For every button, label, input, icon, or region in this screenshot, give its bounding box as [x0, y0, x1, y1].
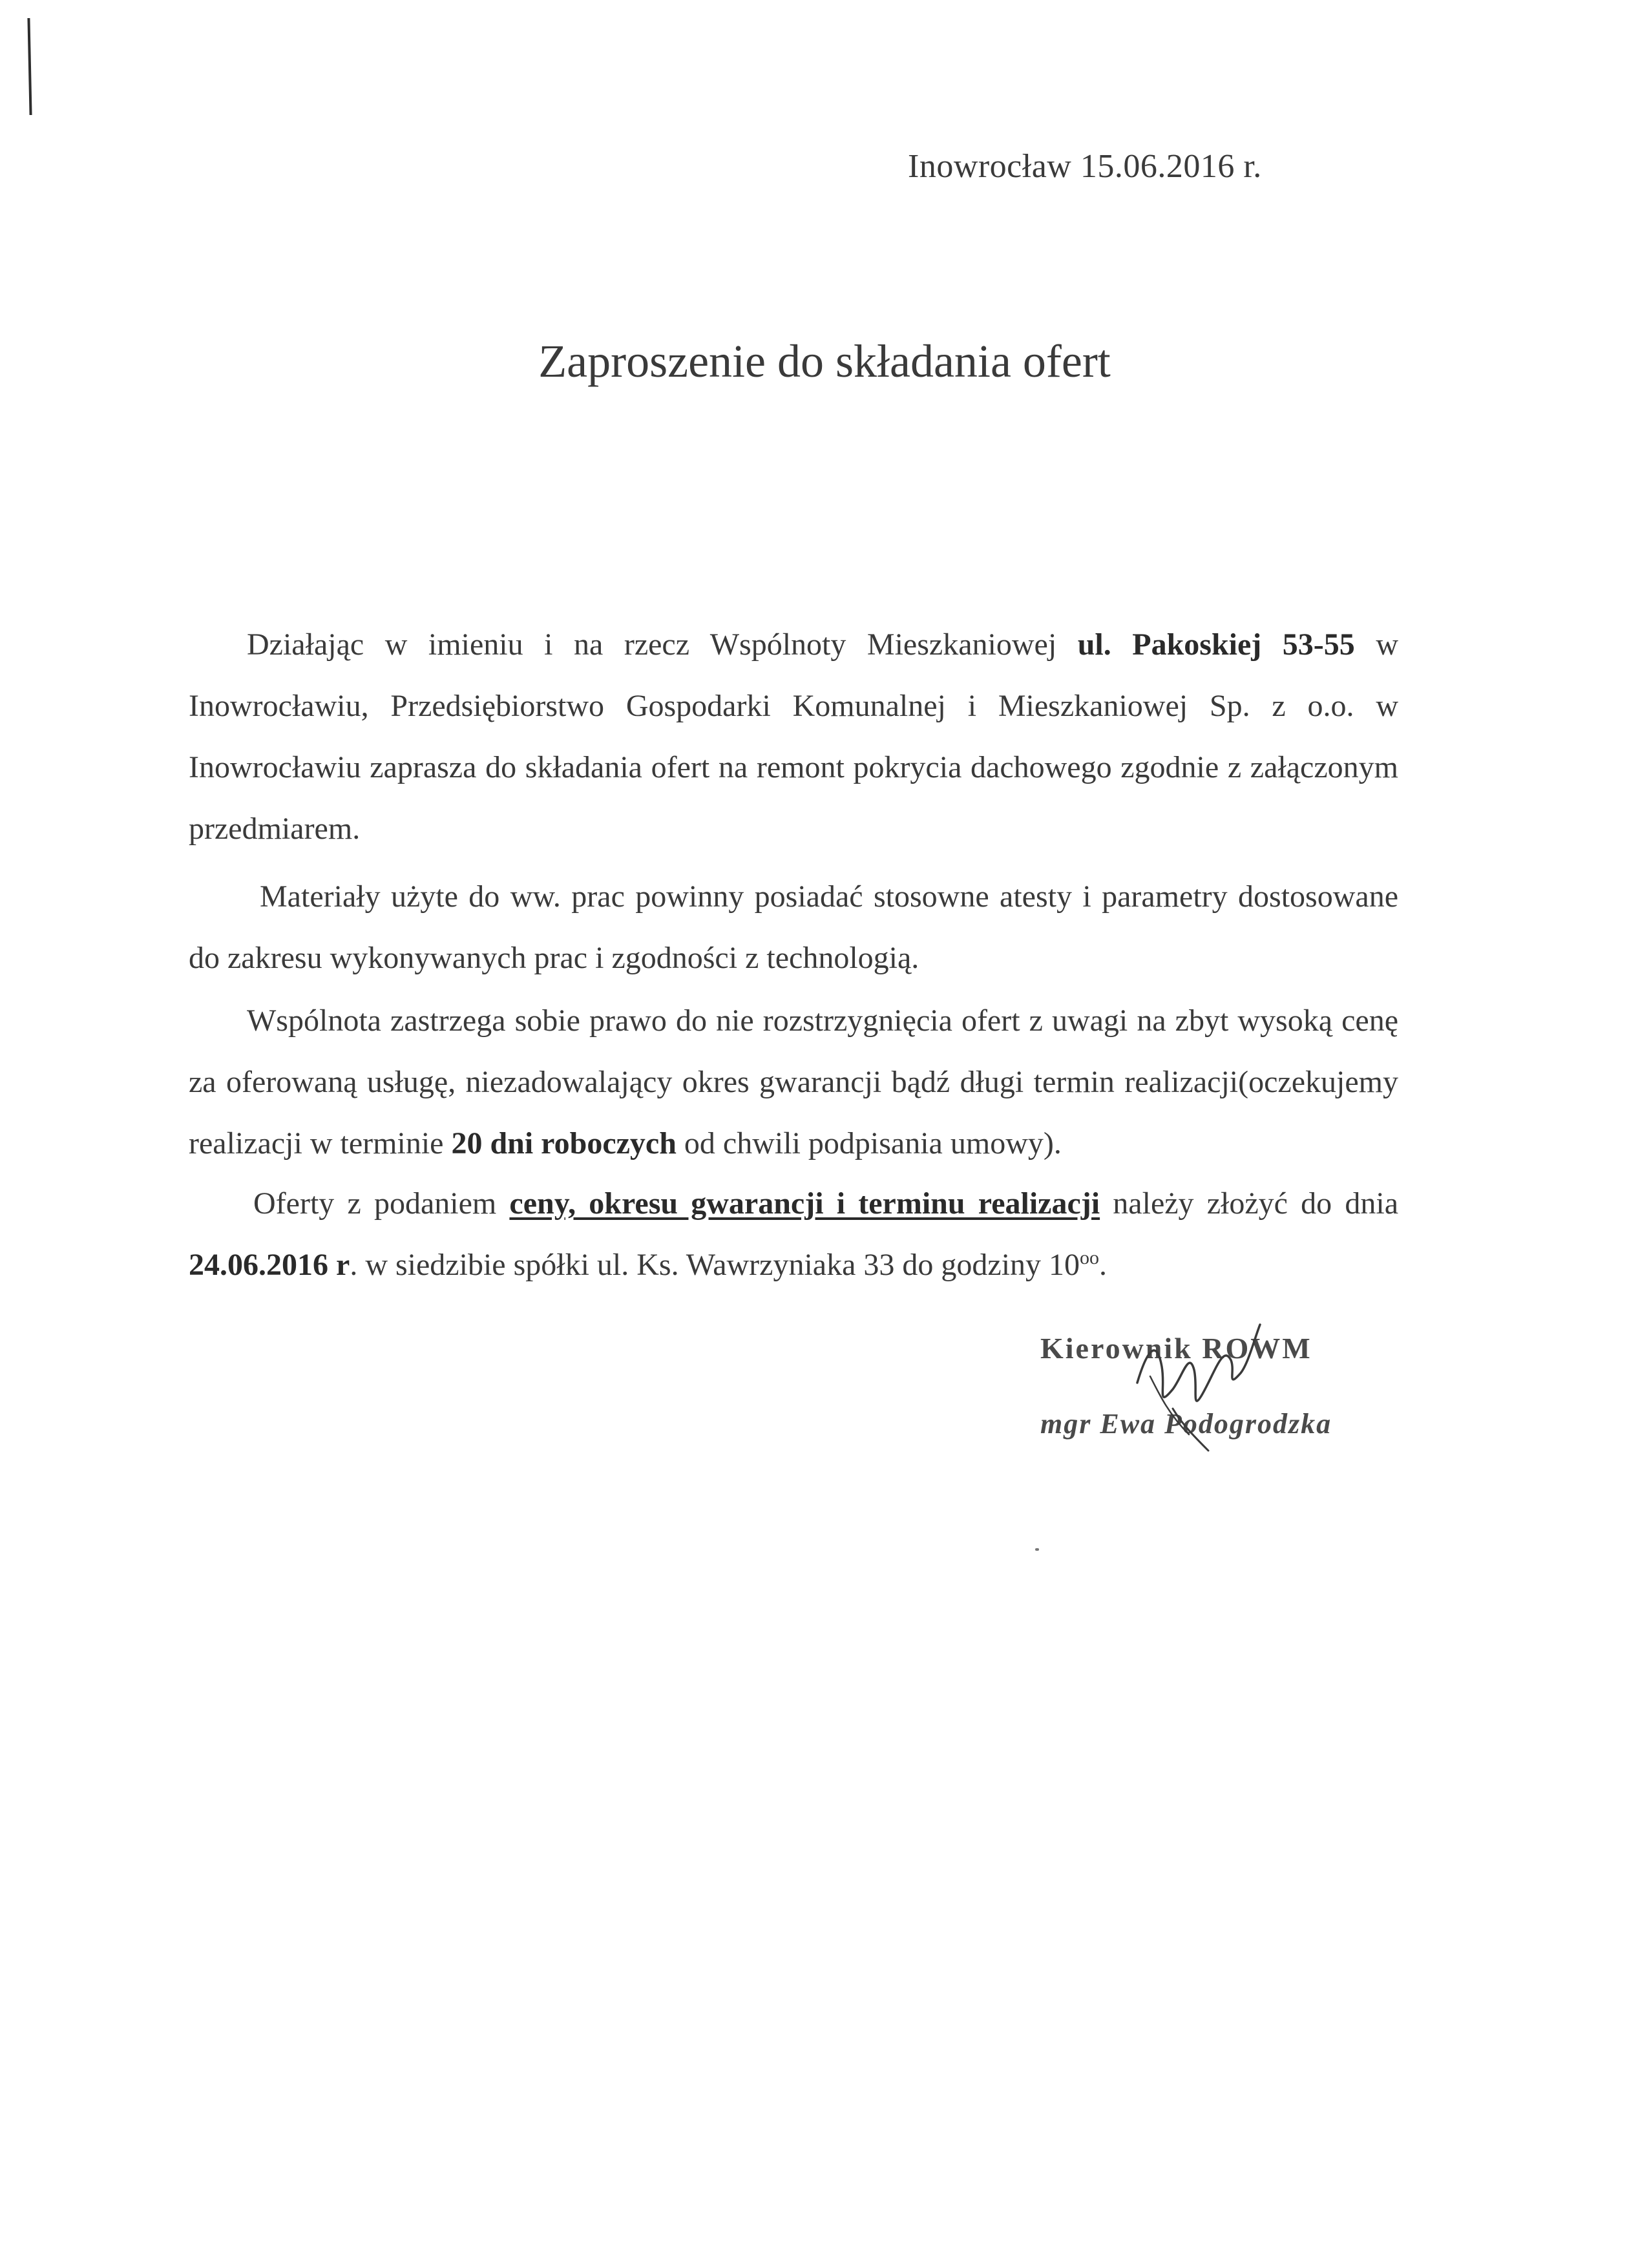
- paragraph-3: [189, 990, 1398, 1174]
- paragraph-4-text-d: .: [1099, 1248, 1108, 1282]
- paragraph-3-text-a: Wspólnota zastrzega sobie prawo do nie rozstrzygnięcia ofert z uwagi na zbyt wysoką cenę za oferowaną usługę, niezadowalający okres gwarancji bądź długi termin realizacji(oczekujemy realizacji w terminie: [189, 1003, 1398, 1160]
- paragraph-3-deadline-days: 20 dni roboczych: [451, 1126, 677, 1160]
- scan-speck: [1035, 1548, 1039, 1551]
- handwritten-signature: [1111, 1312, 1279, 1460]
- paragraph-4-text-b: należy złożyć do dnia: [1100, 1186, 1398, 1221]
- paragraph-2: [189, 866, 1398, 989]
- paragraph-1: [189, 614, 1398, 859]
- paragraph-4: [189, 1173, 1398, 1296]
- signature-stamp: [1040, 1325, 1402, 1486]
- paragraph-4-due-date: 24.06.2016 r: [189, 1248, 350, 1282]
- scan-edge-mark: [27, 18, 32, 115]
- document-title: Zaproszenie do składania ofert: [538, 335, 1111, 387]
- stamp-line-title: Kierownik ROWM: [1040, 1332, 1312, 1365]
- paragraph-1-address: ul. Pakoskiej 53-55: [1077, 627, 1355, 662]
- paragraph-3-text-b: od chwili podpisania umowy).: [676, 1126, 1062, 1160]
- paragraph-2-text: Materiały użyte do ww. prac powinny posiadać stosowne atesty i parametry dostosowane do zakresu wykonywanych prac i zgodności z technologią.: [189, 879, 1398, 975]
- paragraph-4-text-a: Oferty z podaniem: [253, 1186, 510, 1221]
- paragraph-1-text-b: w Inowrocławiu, Przedsiębiorstwo Gospodarki Komunalnej i Mieszkaniowej Sp. z o.o. w Inowrocławiu zaprasza do składania ofert na remont pokrycia dachowego zgodnie z załączonym przedmiarem.: [189, 627, 1398, 846]
- paragraph-4-required-items: ceny, okresu gwarancji i terminu realizacji: [509, 1186, 1100, 1221]
- stamp-line-name: mgr Ewa Podogrodzka: [1040, 1408, 1332, 1440]
- paragraph-4-text-c: . w siedzibie spółki ul. Ks. Wawrzyniaka 33 do godziny 10: [350, 1248, 1080, 1282]
- paragraph-4-hour-superscript: oo: [1080, 1247, 1100, 1268]
- paragraph-1-text-a: Działając w imieniu i na rzecz Wspólnoty Mieszkaniowej: [247, 627, 1078, 662]
- place-and-date: Inowrocław 15.06.2016 r.: [908, 148, 1262, 185]
